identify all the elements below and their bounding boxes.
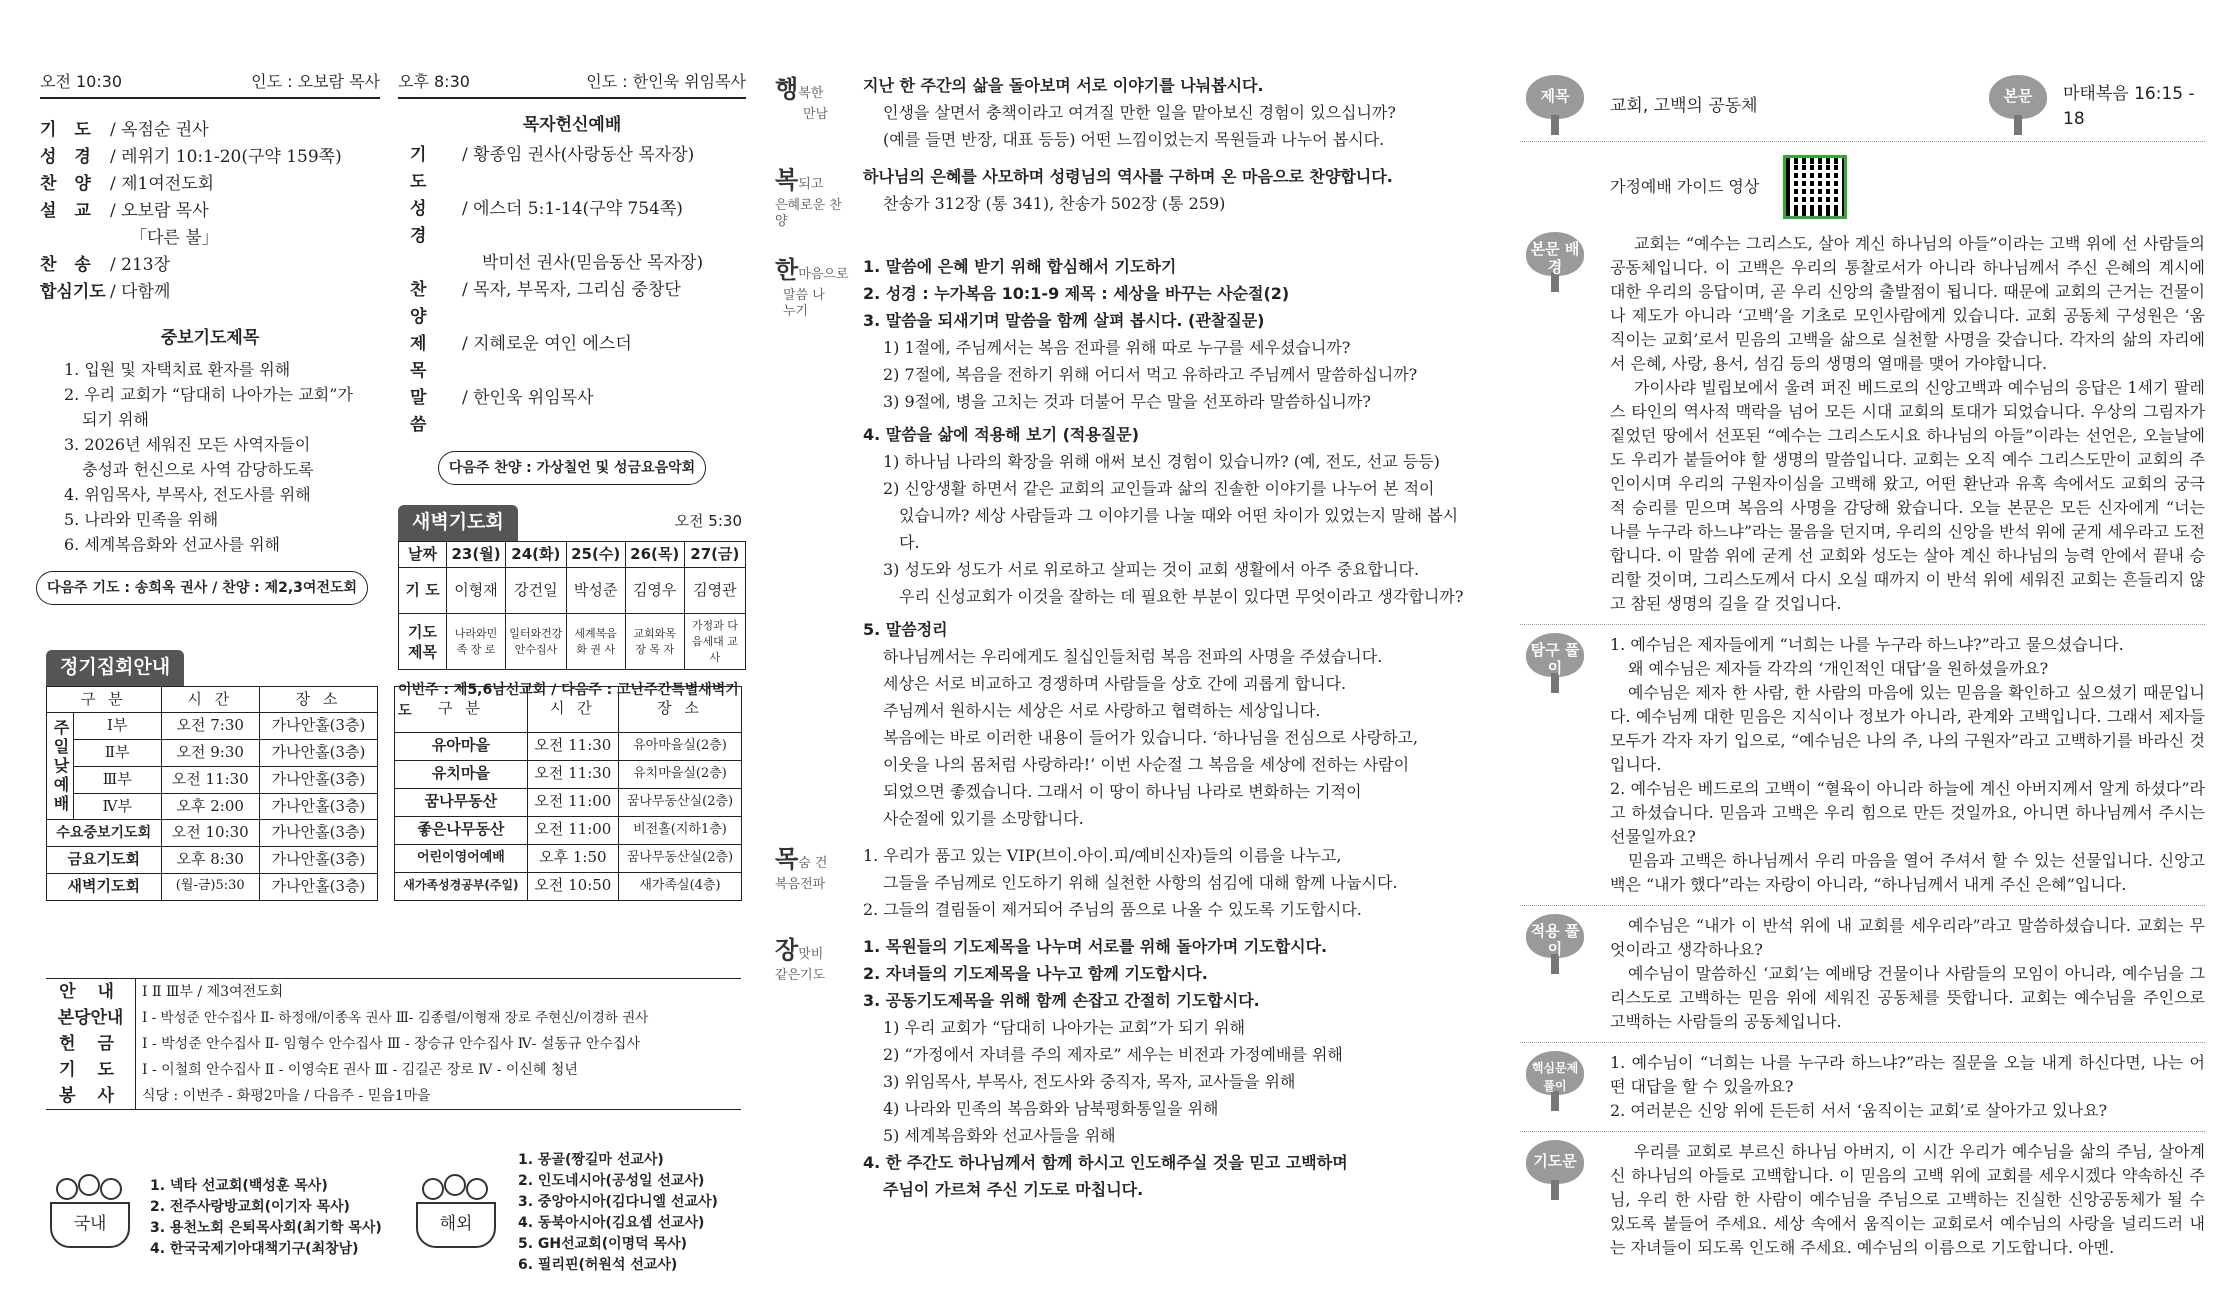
- question-item: 3) 9절에, 병을 고치는 것과 더불어 무슨 말을 선포하라 말씀하십니까?: [883, 392, 1371, 411]
- table-cell: 가나안홀(3층): [259, 713, 377, 740]
- table-cell: 가나안홀(3층): [259, 766, 377, 793]
- table-cell: 비전홀(지하1층): [618, 816, 741, 844]
- list-item: 2. 전주사랑방교회(이기자 목사): [150, 1199, 350, 1215]
- table-cell: 새가족실(4층): [618, 872, 741, 900]
- question-item: 1) 하나님 나라의 확장을 위해 애써 보신 경험이 있습니까? (예, 전도, 선교 등등): [883, 452, 1440, 471]
- sunday-service-time: 오전 10:30: [40, 72, 123, 91]
- section-happy-meeting: [775, 72, 1465, 153]
- text-line: 3. 공동기도제목을 위해 함께 손잡고 간절히 기도합시다.: [863, 991, 1260, 1010]
- order-item: 설 교 / 오보람 목사: [40, 201, 209, 222]
- text-line: 복음에는 바로 이러한 내용이 들어가 있습니다. ‘하나님을 전심으로 사랑하고,: [883, 728, 1419, 747]
- sermon-header: [1520, 72, 2205, 142]
- table-cell: 유치마을: [395, 760, 528, 788]
- sunday-service-header: [40, 70, 380, 99]
- paragraph: 예수님은 제자 한 사람, 한 사람의 마음에 있는 믿음을 확인하고 싶으셨기 때문입니다. 예수님께 대한 믿음은 지식이나 정보가 아니라, 관계와 고백입니다. 그래서 제자들 모두가 각자 자기 입으로, “예수님은 나의 주, 나의 구원자”라고 고백하기를 바라신 것입니다.: [1610, 683, 2205, 774]
- table-cell: 금요기도회: [47, 847, 162, 874]
- tree-icon: 제목: [1520, 75, 1592, 139]
- prayer-item: 충성과 헌신으로 사역 감당하도록: [82, 459, 314, 479]
- paragraph: 예수님은 “내가 이 반석 위에 내 교회를 세우리라”라고 말씀하셨습니다. 교회는 무엇이라고 생각하나요?: [1610, 916, 2205, 959]
- duty-row: 안 내 Ⅰ Ⅱ Ⅲ부 / 제3여전도회: [46, 979, 741, 1005]
- prayer-item: 되기 위해: [82, 409, 149, 429]
- sunday-service-section: [40, 70, 380, 605]
- table-cell: (월-금)5:30: [161, 873, 259, 900]
- list-item: 1. 넥타 선교회(백성훈 목사): [150, 1178, 328, 1194]
- table-cell: 오전 11:00: [527, 816, 618, 844]
- duty-row: 헌 금 Ⅰ - 박성준 안수집사 Ⅱ- 임형수 안수집사 Ⅲ - 장승규 안수집사 Ⅳ- 설동규 안수집사: [46, 1031, 741, 1057]
- text-line: 인생을 살면서 충책이라고 여겨질 만한 일을 맡아보신 경험이 있으십니까?: [883, 103, 1396, 122]
- background-section: [1520, 232, 2205, 616]
- text-line: 하나님께서는 우리에게도 칠십인들처럼 복음 전파의 사명을 주셨습니다.: [883, 647, 1383, 666]
- table-cell: 오후 1:50: [527, 844, 618, 872]
- table-cell: 유치마을실(2층): [618, 760, 741, 788]
- table-cell: 이형재: [447, 568, 506, 614]
- text-line: 주님이 가르쳐 주신 기도로 마칩니다.: [883, 1180, 1144, 1199]
- order-item: 성 경 / 레위기 10:1-20(구약 159쪽): [40, 147, 342, 168]
- table-cell: 어린이영어예배: [395, 844, 528, 872]
- section-prayer: [775, 933, 1465, 1203]
- table-header-cell: 시 간: [527, 686, 618, 732]
- section-title: 하나님의 은혜를 사모하며 성령님의 역사를 구하며 온 마음으로 찬양합니다.: [863, 167, 1393, 186]
- table-cell: 수요중보기도회: [47, 820, 162, 847]
- text-line: 주님께서 원하시는 세상은 서로 사랑하고 협력하는 세상입니다.: [883, 701, 1321, 720]
- overseas-basket-icon: [412, 1178, 500, 1250]
- list-item: 5. GH선교회(이명덕 목사): [518, 1236, 688, 1252]
- section-title: 지난 한 주간의 삶을 돌아보며 서로 이야기를 나눠봅시다.: [863, 76, 1264, 95]
- text-line: 되었으면 좋겠습니다. 그래서 이 땅이 하나님 나라로 변화하는 기적이: [883, 782, 1362, 801]
- table-cell: 오전 10:30: [161, 820, 259, 847]
- explore-section: [1520, 624, 2205, 897]
- question-item: 2) 신앙생활 하면서 같은 교회의 교인들과 삶의 진솔한 이야기를 나누어 본 적이: [883, 479, 1435, 498]
- question-item: 2) 7절에, 복음을 전하기 위해 어디서 먹고 유하라고 주님께서 말씀하십니까?: [883, 365, 1418, 384]
- tree-icon: 본문 배경: [1520, 232, 1592, 296]
- table-header-cell: 24(화): [506, 541, 567, 568]
- list-item: 4. 한국국제기아대책기구(최창남): [150, 1241, 359, 1257]
- prayer-item: 5) 세계복음화와 선교사들을 위해: [883, 1126, 1116, 1145]
- meetings-table-right: [394, 686, 742, 901]
- table-cell: 박성준: [566, 568, 625, 614]
- prayer-item: 4. 위임목사, 부목사, 전도사를 위해: [64, 484, 311, 504]
- table-cell: 새가족성경공부(주일): [395, 872, 528, 900]
- section-word-sharing: [775, 253, 1465, 832]
- table-header-cell: 구 분: [395, 686, 528, 732]
- paragraph: 교회는 “예수는 그리스도, 살아 계신 하나님의 아들”이라는 고백 위에 선 사람들의 공동체입니다. 이 고백은 우리의 통찰로서가 아니라 하나님께서 주신 은혜의 계시에 대한 우리의 응답이며, 곧 우리 신앙의 출발점이 됩니다. 때문에 교회의 근거는 건물이나 제도가 아니라 ‘고백’을 기초로 모인사람에게 있습니다. 교회 공동체 구성원은 ‘움직이는 교회’로서 믿음의 고백을 삶으로 실천할 사명을 갖습니다. 각자의 삶의 자리에서 은혜, 사랑, 용서, 섬김 등의 생명의 열매를 맺어 가야합니다.: [1610, 234, 2205, 373]
- tree-icon: 적용 풀이: [1520, 914, 1592, 978]
- prayer-section: [1520, 1131, 2205, 1260]
- question-title: 5. 말씀정리: [863, 620, 948, 639]
- prayer-item: 1) 우리 교회가 “담대히 나아가는 교회”가 되기 위해: [883, 1018, 1246, 1037]
- table-cell: 유아마을실(2층): [618, 732, 741, 760]
- table-header-cell: 23(월): [447, 541, 506, 568]
- table-header-cell: 27(금): [684, 541, 745, 568]
- table-cell: 꿈나무동산: [395, 788, 528, 816]
- prayer-item: 2) “가정에서 자녀를 주의 제자로” 세우는 비전과 가정예배를 위해: [883, 1045, 1343, 1064]
- table-row-label: 기 도: [399, 568, 447, 614]
- section-praise: [775, 163, 1465, 243]
- order-item: 찬 양 / 제1여전도회: [40, 174, 215, 195]
- order-item: 박미선 권사(믿음동산 목자장): [482, 252, 704, 273]
- section-label: 행복한 만남: [775, 75, 829, 122]
- duty-roster: [46, 978, 741, 1110]
- question-item: 1. 예수님이 “너희는 나를 누구라 하느냐?”라는 질문을 오늘 내게 하신다면, 나는 어떤 대답을 할 수 있을까요?: [1610, 1053, 2205, 1096]
- question-item: 있습니까? 세상 사람들과 그 이야기를 나눌 때와 어떤 차이가 있었는지 말해 봅시다.: [899, 506, 1459, 552]
- table-cell: 꿈나무동산실(2층): [618, 844, 741, 872]
- evening-order-list: [398, 142, 746, 439]
- evening-service-title: 목자헌신예배: [522, 115, 622, 136]
- section-evangelism: [775, 842, 1465, 923]
- table-header-cell: 25(수): [566, 541, 625, 568]
- table-cell: 오전 7:30: [161, 713, 259, 740]
- table-cell: 오전 9:30: [161, 740, 259, 767]
- guide-video: [1520, 142, 2205, 232]
- section-label: 한마음으로 말씀 나누기: [775, 256, 849, 319]
- duty-row: 봉 사 식당 : 이번주 - 화평2마을 / 다음주 - 믿음1마을: [46, 1083, 741, 1109]
- order-item: 말 씀 / 한인욱 위임목사: [410, 387, 594, 435]
- order-item: 기 도 / 황종임 권사(사랑동산 목자장): [410, 144, 695, 192]
- text-line: 이웃을 나의 몸처럼 사랑하라!’ 이번 사순절 그 복음을 세상에 전하는 사람이: [883, 755, 1410, 774]
- text-line: 2. 자녀들의 기도제목을 나누고 함께 기도합시다.: [863, 964, 1208, 983]
- scripture-reference: 마태복음 16:15 - 18: [2063, 83, 2195, 129]
- sunday-service-label: 주일낮예배: [47, 713, 74, 820]
- question-title: 4. 말씀을 삶에 적용해 보기 (적용질문): [863, 425, 1140, 444]
- prayer-item: 3. 2026년 세워진 모든 사역자들이: [64, 434, 311, 454]
- text-line: (예를 들면 반장, 대표 등등) 어떤 느낌이었는지 목원들과 나누어 봅시다.: [883, 130, 1385, 149]
- paragraph: 예수님이 말씀하신 ‘교회’는 예배당 건물이나 사람들의 모임이 아니라, 예수님을 그리스도로 고백하는 믿음 위에 세워진 공동체를 뜻합니다. 교회는 예수님을 주인으로 고백하는 사람들의 공동체입니다.: [1610, 964, 2205, 1031]
- list-item: 3. 중앙아시아(김다니엘 선교사): [518, 1194, 718, 1210]
- table-cell: 가나안홀(3층): [259, 740, 377, 767]
- question-item: 우리 신성교회가 이것을 잘하는 데 필요한 부분이 있다면 무엇이라고 생각합니까?: [899, 587, 1464, 606]
- list-item: 6. 필리핀(허원석 선교사): [518, 1257, 678, 1273]
- table-cell: 오전 10:50: [527, 872, 618, 900]
- order-item: 기 도 / 옥점순 권사: [40, 120, 209, 141]
- apply-section: [1520, 905, 2205, 1034]
- duty-row: 본당안내 Ⅰ - 박성준 안수집사 Ⅱ- 하정애/이종옥 권사 Ⅲ- 김종렬/이형재 장로 주현신/이경하 권사: [46, 1005, 741, 1031]
- table-header-cell: 장 소: [259, 686, 377, 713]
- question-title: 2. 성경 : 누가복음 10:1-9 제목 : 세상을 바꾸는 사순절(2): [863, 284, 1290, 303]
- text-line: 그들을 주님께로 인도하기 위해 실천한 사항의 섬김에 대해 함께 나눕시다.: [883, 873, 1398, 892]
- list-item: 1. 몽골(짱길마 선교사): [518, 1152, 664, 1168]
- table-cell: 김영우: [625, 568, 684, 614]
- domestic-label: 국내: [73, 1214, 107, 1234]
- family-worship-guide: [1520, 72, 2205, 1268]
- question-item: 3) 성도와 성도가 서로 위로하고 살피는 것이 교회 생활에서 아주 중요합니다.: [883, 560, 1420, 579]
- text-line: 4. 한 주간도 하나님께서 함께 하시고 인도해주실 것을 믿고 고백하며: [863, 1153, 1348, 1172]
- text-line: 1. 목원들의 기도제목을 나누며 서로를 위해 돌아가며 기도합시다.: [863, 937, 1328, 956]
- table-cell: 오후 2:00: [161, 793, 259, 820]
- table-cell: 새벽기도회: [47, 873, 162, 900]
- order-item: 「다른 불」: [130, 228, 219, 249]
- prayer-item: 3) 위임목사, 부목사, 전도사와 중직자, 목자, 교사들을 위해: [883, 1072, 1296, 1091]
- table-cell: 가나안홀(3층): [259, 820, 377, 847]
- text-line: 사순절에 있기를 소망합니다.: [883, 809, 1084, 828]
- sunday-order-list: [40, 117, 380, 306]
- order-item: 합심기도 / 다함께: [40, 282, 171, 303]
- table-header-cell: 시 간: [161, 686, 259, 713]
- text-line: 찬송가 312장 (통 341), 찬송가 502장 (통 259): [883, 194, 1226, 213]
- table-cell: 가나안홀(3층): [259, 847, 377, 874]
- core-question-section: [1520, 1042, 2205, 1123]
- tree-icon: 핵심문제 풀이: [1520, 1051, 1592, 1115]
- regular-meetings-title: 정기집회안내: [46, 650, 184, 686]
- prayer-item: 6. 세계복음화와 선교사를 위해: [64, 534, 280, 554]
- table-cell: 꿈나무동산실(2층): [618, 788, 741, 816]
- table-cell: 좋은나무동산: [395, 816, 528, 844]
- table-cell: 가나안홀(3층): [259, 793, 377, 820]
- section-label: 목숨 건 복음전파: [775, 845, 828, 892]
- table-cell: 오전 11:30: [527, 732, 618, 760]
- wednesday-service-section: [398, 70, 746, 721]
- order-item: 찬 양 / 목자, 부목자, 그리심 중창단: [410, 279, 681, 327]
- list-item: 3. 용천노회 은퇴목사회(최기학 목사): [150, 1220, 382, 1236]
- section-label: 복되고 은혜로운 찬양: [775, 166, 842, 229]
- cell-group-guide: [775, 72, 1465, 1213]
- table-header-cell: 날짜: [399, 541, 447, 568]
- overseas-label: 해외: [439, 1214, 473, 1234]
- dawn-prayer-time: 오전 5:30: [674, 512, 742, 531]
- section-label: 장맛비 같은기도: [775, 936, 826, 983]
- paragraph: 믿음과 고백은 하나님께서 우리 마음을 열어 주셔서 할 수 있는 선물입니다. 신앙고백은 “내가 했다”라는 자랑이 아니라, “하나님께서 내게 주신 은혜”입니다.: [1610, 851, 2205, 894]
- dawn-prayer-note: 이번주 : 제5,6남선교회 / 다음주 : 고난주간특별새벽기도: [398, 682, 739, 719]
- table-header-cell: 장 소: [618, 686, 741, 732]
- dawn-prayer-title: 새벽기도회: [398, 505, 518, 541]
- order-item: 성 경 / 에스더 5:1-14(구약 754쪽): [410, 198, 683, 246]
- table-cell: 김영관: [684, 568, 745, 614]
- duty-row: 기 도 Ⅰ - 이철희 안수집사 Ⅱ - 이영숙E 권사 Ⅲ - 김길곤 장로 Ⅳ - 이신혜 청년: [46, 1057, 741, 1083]
- paragraph: 가이사랴 빌립보에서 울려 퍼진 베드로의 신앙고백과 예수님의 응답은 1세기 팔레스 타인의 역사적 맥락을 넘어 모든 시대 교회의 토대가 되었습니다. 우상의 그림자가 짙었던 땅에서 선포된 “예수는 그리스도시요 하나님의 아들”이라는 선언은, 오늘날에도 우리가 붙들어야 할 생명의 말씀입니다. 교회는 오직 예수 그리스도만이 교회의 주인이시며 우리의 구원자이심을 고백해 왔고, 어떤 환난과 유혹 속에서도 교회의 궁극적 승리를 믿으며 복음의 사명을 감당해 왔습니다. 오늘 본문은 모든 신자에게 “너는 나를 누구라 하느냐”라는 물음을 던지며, 우리의 신앙을 반석 위에 굳게 세우라고 도전합니다. 이 말씀 위에 굳게 선 교회와 성도는 살아 계신 하나님의 능력 안에서 끝내 승리할 것이며, 그리스도께서 다시 오실 때까지 이 반석 위에 세워진 교회는 흔들리지 않고 참된 생명의 길을 갈 것입니다.: [1610, 378, 2205, 613]
- evening-service-time: 오후 8:30: [398, 72, 470, 91]
- sunday-service-leader: 인도 : 오보람 목사: [251, 72, 380, 91]
- domestic-missions-list: [150, 1176, 382, 1260]
- meetings-table-left: [46, 686, 378, 901]
- question-title: 1. 말씀에 은혜 받기 위해 합심해서 기도하기: [863, 257, 1177, 276]
- table-header-cell: 26(목): [625, 541, 684, 568]
- sermon-title: 교회, 고백의 공동체: [1610, 96, 1758, 117]
- table-cell: Ⅳ부: [74, 793, 162, 820]
- text-line: 1. 우리가 품고 있는 VIP(브이.아이.피/예비신자)들의 이름을 나누고,: [863, 846, 1342, 865]
- text-line: 2. 그들의 결림돌이 제거되어 주님의 품으로 나올 수 있도록 기도합시다.: [863, 900, 1362, 919]
- mission-support-section: [46, 1152, 746, 1280]
- prayer-item: 4) 나라와 민족의 복음화와 남북평화통일을 위해: [883, 1099, 1219, 1118]
- table-cell: Ⅲ부: [74, 766, 162, 793]
- question-item: 1) 1절에, 주님께서는 복음 전파를 위해 따로 누구를 세우셨습니까?: [883, 338, 1351, 357]
- list-item: 4. 동북아시아(김요셉 선교사): [518, 1215, 705, 1231]
- paragraph: 우리를 교회로 부르신 하나님 아버지, 이 시간 우리가 예수님을 삶의 주님, 살아계신 하나님의 아들로 고백합니다. 이 믿음의 고백 위에 교회를 세우시겠다 약속하신 주님, 우리 한 사람 한 사람이 예수님을 주님으로 고백하는 진실한 신앙공동체가 될 수 있도록 붙들어 주세요. 세상 속에서 움직이는 교회로서 예수님의 사랑을 널리드러 내는 자녀들이 되도록 인도해 주세요. 예수님의 이름으로 기도합니다. 아멘.: [1610, 1142, 2205, 1257]
- text-line: 1. 예수님은 제자들에게 “너희는 나를 누구라 하느냐?”라고 물으셨습니다.: [1610, 635, 2124, 654]
- table-cell: 유아마을: [395, 732, 528, 760]
- prayer-item: 1. 입원 및 자택치료 환자를 위해: [64, 359, 291, 379]
- guide-video-label: 가정예배 가이드 영상: [1610, 177, 1760, 197]
- text-line: 왜 예수님은 제자들 각각의 ‘개인적인 대답’을 원하셨을까요?: [1628, 659, 2049, 678]
- text-line: 세상은 서로 비교하고 경쟁하며 사람들을 상호 간에 괴롭게 합니다.: [883, 674, 1347, 693]
- text-line: 2. 예수님은 베드로의 고백이 “혈육이 아니라 하늘에 계신 아버지께서 알게 하셨다”라고 하셨습니다. 믿음과 고백은 우리 힘으로 만든 것일까요, 아니면 하나님께서 주시는 선물일까요?: [1610, 779, 2205, 846]
- table-cell: 교회와목장 목 자: [625, 614, 684, 670]
- qr-code-icon[interactable]: [1783, 155, 1847, 219]
- table-header-cell: 구 분: [47, 686, 162, 713]
- tree-icon: 본문: [1983, 75, 2055, 139]
- intercessory-prayer-list: [64, 357, 380, 557]
- question-title: 3. 말씀을 되새기며 말씀을 함께 살펴 봅시다. (관찰질문): [863, 311, 1265, 330]
- domestic-basket-icon: [46, 1178, 134, 1250]
- table-row-label: 기도 제목: [399, 614, 447, 670]
- tree-icon: 기도문: [1520, 1140, 1592, 1204]
- prayer-item: 5. 나라와 민족을 위해: [64, 509, 219, 529]
- evening-service-leader: 인도 : 한인욱 위임목사: [586, 72, 746, 91]
- prayer-item: 2. 우리 교회가 “담대히 나아가는 교회”가: [64, 384, 353, 404]
- table-cell: 가나안홀(3층): [259, 873, 377, 900]
- evening-service-header: [398, 70, 746, 99]
- intercessory-prayer-title: 중보기도제목: [160, 328, 260, 349]
- table-cell: 강건일: [506, 568, 567, 614]
- list-item: 2. 인도네시아(공성일 선교사): [518, 1173, 705, 1189]
- next-week-hymn: 다음주 찬양 : 가상칠언 및 성금요음악회: [438, 451, 706, 485]
- question-item: 2. 여러분은 신앙 위에 든든히 서서 ‘움직이는 교회’로 살아가고 있나요?: [1610, 1101, 2108, 1120]
- table-cell: Ⅱ부: [74, 740, 162, 767]
- table-cell: 나라와민족 장 로: [447, 614, 506, 670]
- table-cell: Ⅰ부: [74, 713, 162, 740]
- order-item: 찬 송 / 213장: [40, 255, 171, 276]
- order-item: 제 목 / 지혜로운 여인 에스더: [410, 333, 632, 381]
- next-week-duty: 다음주 기도 : 송희옥 권사 / 찬양 : 제2,3여전도회: [36, 571, 368, 605]
- table-cell: 오전 11:00: [527, 788, 618, 816]
- regular-meetings-section: [46, 650, 746, 901]
- tree-icon: 탐구 풀이: [1520, 633, 1592, 697]
- table-cell: 오후 8:30: [161, 847, 259, 874]
- table-cell: 가정과 다음세대 교 사: [684, 614, 745, 670]
- table-cell: 오전 11:30: [161, 766, 259, 793]
- table-cell: 오전 11:30: [527, 760, 618, 788]
- table-cell: 세계복음화 권 사: [566, 614, 625, 670]
- table-cell: 일터와건강 안수집사: [506, 614, 567, 670]
- overseas-missions-list: [518, 1150, 718, 1276]
